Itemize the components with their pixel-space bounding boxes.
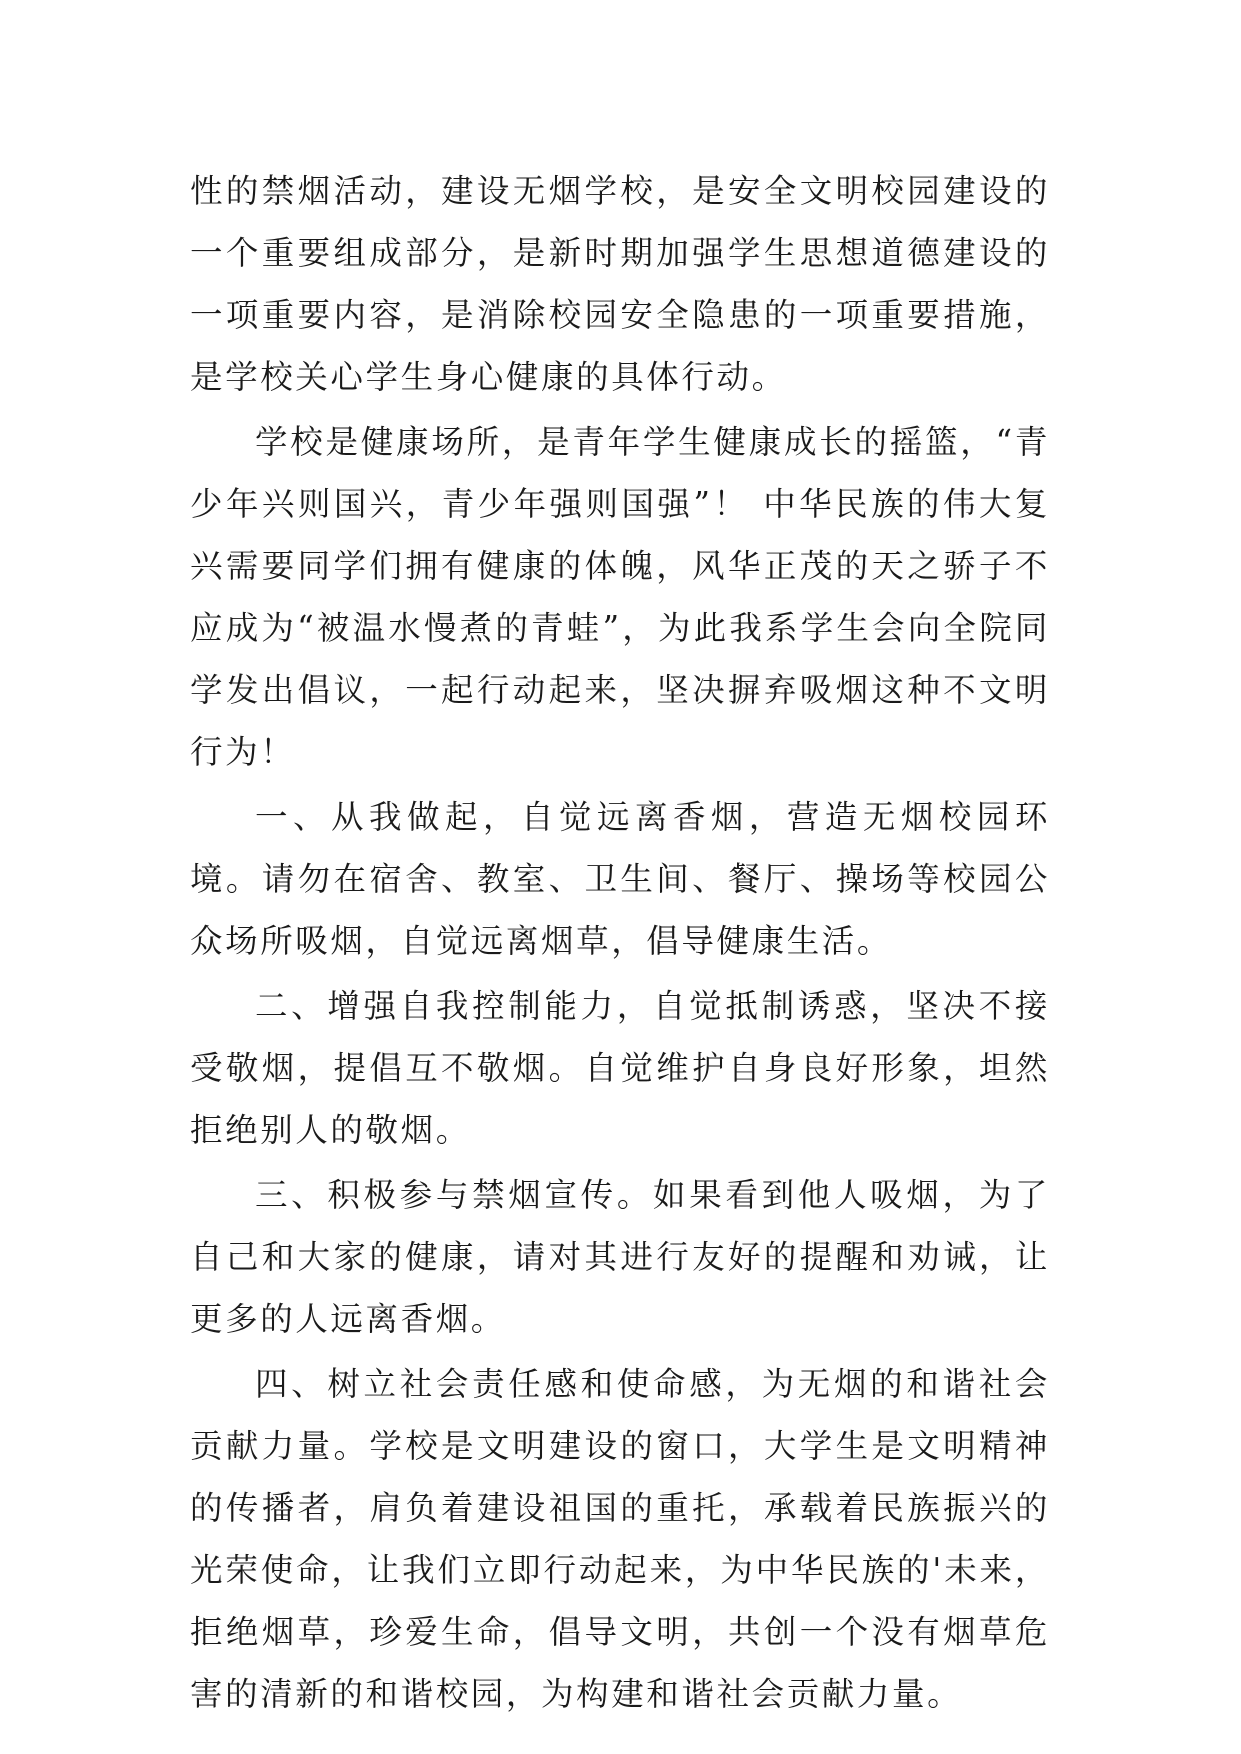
paragraph-school-health: 学校是健康场所，是青年学生健康成长的摇篮，“青少年兴则国兴，青少年强则国强”！ 中华民族的伟大复兴需要同学们拥有健康的体魄，风华正茂的天之骄子不应成为“被温水慢煮的青蛙”，为此我系学生会向全院同学发出倡议，一起行动起来，坚决摒弃吸烟这种不文明行为！ — [190, 423, 1050, 771]
paragraph-item-four: 四、树立社会责任感和使命感，为无烟的和谐社会贡献力量。学校是文明建设的窗口，大学生是文明精神的传播者，肩负着建设祖国的重托，承载着民族振兴的光荣使命，让我们立即行动起来，为中华民族的'未来，拒绝烟草，珍爱生命，倡导文明，共创一个没有烟草危害的清新的和谐校园，为构建和谐社会贡献力量。 — [190, 1365, 1050, 1713]
paragraph-item-three: 三、积极参与禁烟宣传。如果看到他人吸烟，为了自己和大家的健康，请对其进行友好的提醒和劝诫，让更多的人远离香烟。 — [190, 1176, 1050, 1338]
document-body — [190, 160, 1050, 1725]
paragraph-item-one: 一、从我做起，自觉远离香烟，营造无烟校园环境。请勿在宿舍、教室、卫生间、餐厅、操场等校园公众场所吸烟，自觉远离烟草，倡导健康生活。 — [190, 798, 1050, 960]
paragraph-item-two: 二、增强自我控制能力，自觉抵制诱惑，坚决不接受敬烟，提倡互不敬烟。自觉维护自身良好形象，坦然拒绝别人的敬烟。 — [190, 987, 1050, 1149]
paragraph-intro-continuation: 性的禁烟活动，建设无烟学校，是安全文明校园建设的一个重要组成部分，是新时期加强学生思想道德建设的一项重要内容，是消除校园安全隐患的一项重要措施，是学校关心学生身心健康的具体行动。 — [190, 172, 1050, 396]
